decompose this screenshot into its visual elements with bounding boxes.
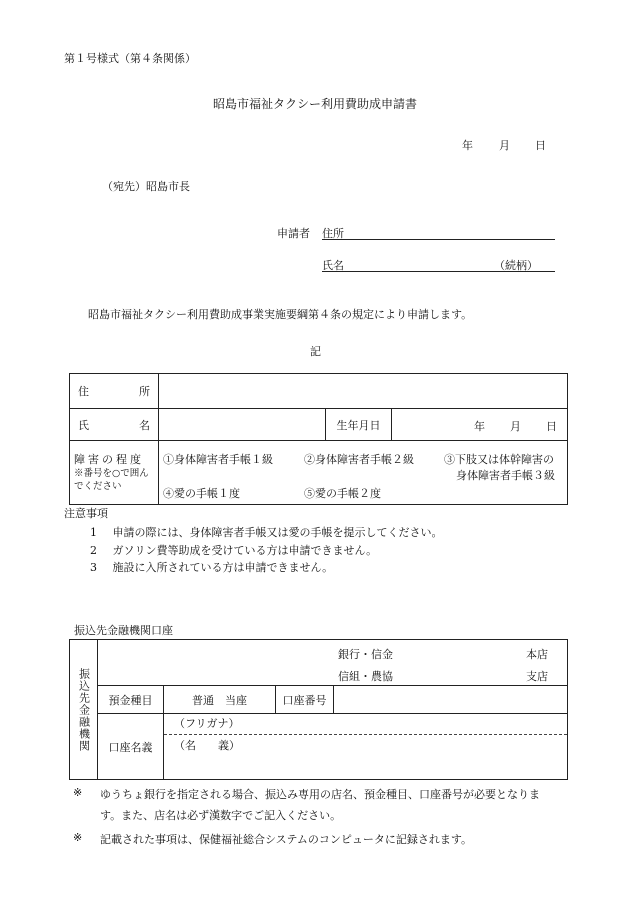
bank-side-label: 振込先金融機関 [77,667,91,752]
birth-year-label: 年 [474,420,485,433]
birth-label-cell [326,409,392,441]
applicant-relation-label: （続柄） [494,259,538,272]
branch-1: 本店 [526,648,548,661]
name-input-cell[interactable] [159,409,326,441]
bank-name-cell[interactable] [98,640,568,686]
name-label-1: 氏 [78,418,89,432]
applicant-address-field[interactable] [322,225,555,240]
account-name-cell[interactable] [164,714,568,780]
page-title: 昭島市福祉タクシー利用費助成申請書 [213,97,418,111]
notes-heading: 注意事項 [64,507,108,520]
name-label-2: 名 [139,418,150,432]
option-4[interactable]: ④愛の手帳１度 [163,487,240,500]
option-2[interactable]: ②身体障害者手帳２級 [304,453,414,466]
statement: 昭島市福祉タクシー利用費助成事業実施要綱第４条の規定により申請します。 [88,308,473,321]
date-year-label: 年 [462,139,473,152]
footnote-1-line2: す。また、店名は必ず漢数字でご記入ください。 [100,809,342,822]
birth-input-cell[interactable] [392,409,568,441]
branch-2: 支店 [526,670,548,683]
deposit-types: 普通 当座 [192,693,247,707]
disability-note: ※番号を○で囲んでください [74,468,149,492]
bank-heading: 振込先金融機関口座 [74,624,173,637]
applicant-table [69,373,568,505]
account-holder-row[interactable] [164,734,567,779]
account-name-label: 口座名義 [108,740,153,754]
note-2-text: ガソリン費等助成を受けている方は申請できません。 [112,544,378,557]
furigana-label: （フリガナ） [174,717,240,730]
address-label-2: 所 [139,385,150,398]
note-1 [90,524,443,540]
footnote-1-line1: ゆうちょ銀行を指定される場合、振込み専用の店名、預金種目、口座番号が必要となりま [100,788,540,801]
note-2 [90,542,377,558]
disability-options-cell [159,441,568,505]
furigana-row[interactable] [164,714,567,734]
option-3-line1[interactable]: ③下肢又は体幹障害の [444,453,554,466]
birth-month-label: 月 [510,420,521,433]
address-input-cell[interactable] [159,374,568,409]
account-number-label-cell [276,686,334,714]
footnote-mark-2: ※ [73,831,83,844]
applicant-name-field[interactable] [322,257,555,272]
bank-table [69,639,568,780]
option-5[interactable]: ⑤愛の手帳２度 [304,487,381,500]
date-day-label: 日 [535,139,546,152]
address-label-cell [70,374,159,409]
note-1-text: 申請の際には、身体障害者手帳又は愛の手帳を提示してください。 [112,526,443,539]
note-1-number: 1 [90,526,97,539]
bank-side-label-cell [70,640,98,780]
footnote-mark-1: ※ [73,786,83,799]
form-number: 第１号様式（第４条関係） [64,52,196,65]
birth-label: 生年月日 [336,418,381,432]
option-1[interactable]: ①身体障害者手帳１級 [163,453,273,466]
name-label-cell [70,409,159,441]
applicant-address-label: 住所 [322,227,344,240]
deposit-type-options[interactable] [164,686,276,714]
note-3-text: 施設に入所されている方は申請できません。 [112,561,334,574]
note-2-number: 2 [90,544,97,557]
account-holder-label: （名 義） [174,739,240,752]
applicant-name-label: 氏名 [322,259,344,272]
deposit-type-label-cell [98,686,164,714]
disability-label: 障害の程度 [74,453,144,466]
account-number-label: 口座番号 [282,693,327,707]
birth-day-label: 日 [546,420,557,433]
option-3-line2[interactable]: 身体障害者手帳３級 [456,469,555,482]
address-label-1: 住 [78,385,89,398]
bank-type-2: 信組・農協 [338,670,393,683]
ki-label: 記 [310,345,321,358]
footnote-2: 記載された事項は、保健福祉総合システムのコンピュータに記録されます。 [100,833,473,846]
account-name-label-cell [98,714,164,780]
date-month-label: 月 [499,139,510,152]
applicant-label: 申請者 [277,227,310,240]
note-3-number: 3 [90,561,97,574]
disability-label-cell [70,441,159,505]
note-3 [90,559,333,575]
addressee: （宛先）昭島市長 [102,180,190,193]
bank-type-1: 銀行・信金 [338,648,393,661]
deposit-type-label: 預金種目 [108,693,153,707]
account-number-input[interactable] [334,686,568,714]
